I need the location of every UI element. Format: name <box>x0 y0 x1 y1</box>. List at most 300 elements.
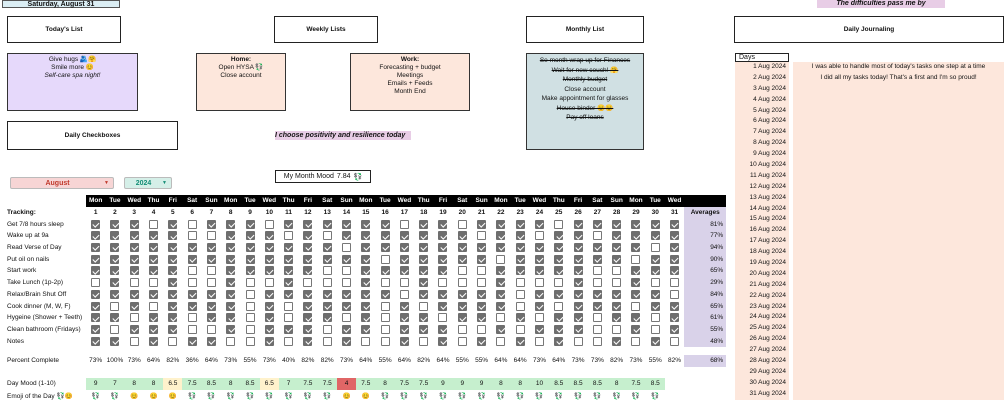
checkbox[interactable] <box>91 266 100 275</box>
checkbox[interactable] <box>438 290 447 299</box>
checkbox[interactable] <box>130 231 139 240</box>
checkbox[interactable] <box>612 243 621 252</box>
checkbox[interactable] <box>631 325 640 334</box>
checkbox[interactable] <box>496 255 505 264</box>
checkbox[interactable] <box>516 302 525 311</box>
checkbox[interactable] <box>130 255 139 264</box>
checkbox[interactable] <box>207 266 216 275</box>
checkbox[interactable] <box>593 266 602 275</box>
checkbox[interactable] <box>438 243 447 252</box>
checkbox[interactable] <box>284 325 293 334</box>
checkbox[interactable] <box>342 325 351 334</box>
checkbox[interactable] <box>516 337 525 346</box>
monthly-item[interactable]: Se month wrap up for Finances <box>539 57 631 64</box>
day-mood-value[interactable]: 8 <box>375 378 394 390</box>
checkbox[interactable] <box>207 231 216 240</box>
checkbox[interactable] <box>631 243 640 252</box>
day-mood-value[interactable]: 7.5 <box>318 378 337 390</box>
checkbox[interactable] <box>168 231 177 240</box>
day-mood-value[interactable] <box>665 378 684 390</box>
emoji-of-day-icon[interactable]: 💱 <box>516 392 525 400</box>
checkbox[interactable] <box>381 337 390 346</box>
checkbox[interactable] <box>670 255 679 264</box>
journal-entry[interactable] <box>793 127 1004 138</box>
checkbox[interactable] <box>303 313 312 322</box>
checkbox[interactable] <box>342 302 351 311</box>
checkbox[interactable] <box>670 302 679 311</box>
weekly-work-item[interactable]: Meetings <box>396 72 424 79</box>
checkbox[interactable] <box>323 313 332 322</box>
checkbox[interactable] <box>284 243 293 252</box>
checkbox[interactable] <box>284 313 293 322</box>
checkbox[interactable] <box>516 266 525 275</box>
checkbox[interactable] <box>207 325 216 334</box>
emoji-of-day-icon[interactable]: 😊 <box>361 392 370 400</box>
checkbox[interactable] <box>323 278 332 287</box>
checkbox[interactable] <box>477 243 486 252</box>
checkbox[interactable] <box>342 266 351 275</box>
checkbox[interactable] <box>303 220 312 229</box>
checkbox[interactable] <box>168 290 177 299</box>
checkbox[interactable] <box>91 290 100 299</box>
day-mood-value[interactable]: 9 <box>453 378 472 390</box>
checkbox[interactable] <box>651 278 660 287</box>
checkbox[interactable] <box>110 302 119 311</box>
month-select[interactable] <box>10 177 114 189</box>
checkbox[interactable] <box>168 325 177 334</box>
checkbox[interactable] <box>419 231 428 240</box>
checkbox[interactable] <box>226 290 235 299</box>
checkbox[interactable] <box>226 325 235 334</box>
checkbox[interactable] <box>574 302 583 311</box>
checkbox[interactable] <box>265 243 274 252</box>
checkbox[interactable] <box>612 231 621 240</box>
checkbox[interactable] <box>554 278 563 287</box>
checkbox[interactable] <box>419 325 428 334</box>
day-mood-value[interactable]: 6.5 <box>163 378 182 390</box>
checkbox[interactable] <box>458 337 467 346</box>
checkbox[interactable] <box>593 243 602 252</box>
monthly-item[interactable]: Wait for new couch! 🤗 <box>551 66 619 74</box>
checkbox[interactable] <box>342 255 351 264</box>
emoji-of-day-icon[interactable]: 💱 <box>323 392 332 400</box>
checkbox[interactable] <box>207 302 216 311</box>
checkbox[interactable] <box>284 290 293 299</box>
checkbox[interactable] <box>535 302 544 311</box>
checkbox[interactable] <box>226 313 235 322</box>
checkbox[interactable] <box>207 337 216 346</box>
emoji-of-day-icon[interactable]: 💱 <box>303 392 312 400</box>
checkbox[interactable] <box>342 290 351 299</box>
checkbox[interactable] <box>400 302 409 311</box>
checkbox[interactable] <box>303 302 312 311</box>
checkbox[interactable] <box>130 220 139 229</box>
checkbox[interactable] <box>361 243 370 252</box>
checkbox[interactable] <box>323 266 332 275</box>
checkbox[interactable] <box>458 255 467 264</box>
checkbox[interactable] <box>168 220 177 229</box>
journal-entry[interactable] <box>793 171 1004 182</box>
checkbox[interactable] <box>342 231 351 240</box>
monthly-item[interactable]: Make appointment for glasses <box>541 95 629 102</box>
checkbox[interactable] <box>477 325 486 334</box>
emoji-of-day-icon[interactable]: 💱 <box>496 392 505 400</box>
checkbox[interactable] <box>651 290 660 299</box>
checkbox[interactable] <box>361 313 370 322</box>
checkbox[interactable] <box>130 325 139 334</box>
checkbox[interactable] <box>342 337 351 346</box>
journal-entry[interactable] <box>793 225 1004 236</box>
checkbox[interactable] <box>323 231 332 240</box>
checkbox[interactable] <box>381 266 390 275</box>
checkbox[interactable] <box>110 220 119 229</box>
checkbox[interactable] <box>574 266 583 275</box>
journal-entry[interactable] <box>793 138 1004 149</box>
checkbox[interactable] <box>477 313 486 322</box>
day-mood-value[interactable]: 8 <box>607 378 626 390</box>
checkbox[interactable] <box>593 290 602 299</box>
journal-entry[interactable] <box>793 236 1004 247</box>
checkbox[interactable] <box>651 231 660 240</box>
checkbox[interactable] <box>631 278 640 287</box>
checkbox[interactable] <box>516 278 525 287</box>
checkbox[interactable] <box>265 220 274 229</box>
checkbox[interactable] <box>400 325 409 334</box>
checkbox[interactable] <box>400 278 409 287</box>
checkbox[interactable] <box>477 255 486 264</box>
checkbox[interactable] <box>574 337 583 346</box>
checkbox[interactable] <box>400 243 409 252</box>
checkbox[interactable] <box>303 290 312 299</box>
checkbox[interactable] <box>91 325 100 334</box>
checkbox[interactable] <box>110 325 119 334</box>
checkbox[interactable] <box>265 278 274 287</box>
day-mood-value[interactable]: 7.5 <box>626 378 645 390</box>
emoji-of-day-icon[interactable]: 💱 <box>535 392 544 400</box>
checkbox[interactable] <box>651 302 660 311</box>
checkbox[interactable] <box>110 231 119 240</box>
checkbox[interactable] <box>477 337 486 346</box>
day-mood-value[interactable]: 7.5 <box>182 378 201 390</box>
weekly-work-item[interactable]: Month End <box>394 88 426 95</box>
checkbox[interactable] <box>438 220 447 229</box>
checkbox[interactable] <box>651 220 660 229</box>
journal-entry[interactable] <box>793 258 1004 269</box>
journal-entry[interactable] <box>793 367 1004 378</box>
checkbox[interactable] <box>188 266 197 275</box>
checkbox[interactable] <box>130 243 139 252</box>
checkbox[interactable] <box>381 302 390 311</box>
day-mood-value[interactable]: 7.5 <box>356 378 375 390</box>
emoji-of-day-icon[interactable]: 💱 <box>265 392 274 400</box>
checkbox[interactable] <box>246 337 255 346</box>
checkbox[interactable] <box>631 266 640 275</box>
checkbox[interactable] <box>496 266 505 275</box>
checkbox[interactable] <box>438 278 447 287</box>
journal-entry[interactable] <box>793 323 1004 334</box>
checkbox[interactable] <box>303 278 312 287</box>
checkbox[interactable] <box>342 278 351 287</box>
checkbox[interactable] <box>168 337 177 346</box>
checkbox[interactable] <box>400 290 409 299</box>
checkbox[interactable] <box>670 313 679 322</box>
checkbox[interactable] <box>593 255 602 264</box>
journal-entry[interactable] <box>793 356 1004 367</box>
checkbox[interactable] <box>554 220 563 229</box>
checkbox[interactable] <box>419 278 428 287</box>
emoji-of-day-icon[interactable]: 😊 <box>149 392 158 400</box>
checkbox[interactable] <box>535 266 544 275</box>
checkbox[interactable] <box>149 278 158 287</box>
day-mood-value[interactable]: 8.5 <box>240 378 259 390</box>
emoji-of-day-icon[interactable]: 💱 <box>438 392 448 400</box>
checkbox[interactable] <box>516 231 525 240</box>
checkbox[interactable] <box>438 325 447 334</box>
checkbox[interactable] <box>593 325 602 334</box>
checkbox[interactable] <box>496 243 505 252</box>
journal-entry[interactable] <box>793 193 1004 204</box>
checkbox[interactable] <box>246 266 255 275</box>
checkbox[interactable] <box>284 231 293 240</box>
checkbox[interactable] <box>207 220 216 229</box>
checkbox[interactable] <box>188 278 197 287</box>
checkbox[interactable] <box>110 266 119 275</box>
checkbox[interactable] <box>381 278 390 287</box>
checkbox[interactable] <box>284 337 293 346</box>
checkbox[interactable] <box>535 313 544 322</box>
checkbox[interactable] <box>670 278 679 287</box>
checkbox[interactable] <box>323 290 332 299</box>
checkbox[interactable] <box>246 243 255 252</box>
checkbox[interactable] <box>226 231 235 240</box>
checkbox[interactable] <box>342 313 351 322</box>
checkbox[interactable] <box>535 278 544 287</box>
day-mood-value[interactable]: 8.5 <box>588 378 607 390</box>
checkbox[interactable] <box>149 313 158 322</box>
checkbox[interactable] <box>207 278 216 287</box>
checkbox[interactable] <box>458 243 467 252</box>
checkbox[interactable] <box>226 243 235 252</box>
checkbox[interactable] <box>612 220 621 229</box>
checkbox[interactable] <box>226 302 235 311</box>
checkbox[interactable] <box>246 325 255 334</box>
checkbox[interactable] <box>110 290 119 299</box>
checkbox[interactable] <box>593 313 602 322</box>
checkbox[interactable] <box>168 278 177 287</box>
checkbox[interactable] <box>381 220 390 229</box>
monthly-item[interactable]: House binder 😊😊 <box>556 104 614 112</box>
journal-entry[interactable]: I did all my tasks today! That's a first and I'm so proud! <box>820 73 977 81</box>
checkbox[interactable] <box>130 302 139 311</box>
checkbox[interactable] <box>419 313 428 322</box>
emoji-of-day-icon[interactable]: 💱 <box>188 392 197 400</box>
journal-entry[interactable] <box>793 389 1004 400</box>
todays-item-1[interactable]: Give hugs 🫂🤗 <box>48 56 97 63</box>
journal-entry[interactable] <box>793 312 1004 323</box>
checkbox[interactable] <box>612 290 621 299</box>
checkbox[interactable] <box>91 255 100 264</box>
checkbox[interactable] <box>535 220 544 229</box>
journal-entry[interactable] <box>793 280 1004 291</box>
checkbox[interactable] <box>323 243 332 252</box>
journal-entry[interactable] <box>793 269 1004 280</box>
checkbox[interactable] <box>438 337 447 346</box>
checkbox[interactable] <box>400 255 409 264</box>
monthly-item[interactable]: Monthly budget <box>562 76 608 83</box>
checkbox[interactable] <box>303 325 312 334</box>
year-select[interactable] <box>124 177 172 189</box>
emoji-of-day-icon[interactable]: 💱 <box>419 392 428 400</box>
emoji-of-day-icon[interactable]: 💱 <box>400 392 409 400</box>
checkbox[interactable] <box>419 220 428 229</box>
journal-entry[interactable] <box>793 247 1004 258</box>
checkbox[interactable] <box>554 313 563 322</box>
checkbox[interactable] <box>361 220 370 229</box>
day-mood-value[interactable]: 8 <box>144 378 163 390</box>
checkbox[interactable] <box>554 290 563 299</box>
checkbox[interactable] <box>226 266 235 275</box>
checkbox[interactable] <box>246 220 255 229</box>
checkbox[interactable] <box>265 231 274 240</box>
checkbox[interactable] <box>91 220 100 229</box>
checkbox[interactable] <box>323 337 332 346</box>
day-mood-value[interactable]: 8.5 <box>549 378 568 390</box>
emoji-of-day-icon[interactable]: 💱 <box>651 392 660 400</box>
checkbox[interactable] <box>670 337 679 346</box>
checkbox[interactable] <box>342 220 351 229</box>
checkbox[interactable] <box>496 290 505 299</box>
checkbox[interactable] <box>496 337 505 346</box>
day-mood-value[interactable]: 9 <box>86 378 105 390</box>
checkbox[interactable] <box>91 302 100 311</box>
day-mood-value[interactable]: 8 <box>491 378 510 390</box>
checkbox[interactable] <box>458 231 467 240</box>
checkbox[interactable] <box>631 313 640 322</box>
checkbox[interactable] <box>265 290 274 299</box>
checkbox[interactable] <box>207 313 216 322</box>
emoji-of-day-icon[interactable]: 💱 <box>381 392 390 400</box>
checkbox[interactable] <box>91 278 100 287</box>
checkbox[interactable] <box>593 337 602 346</box>
checkbox[interactable] <box>149 255 158 264</box>
checkbox[interactable] <box>284 302 293 311</box>
checkbox[interactable] <box>110 243 119 252</box>
checkbox[interactable] <box>91 243 100 252</box>
day-mood-value[interactable]: 4 <box>337 378 356 390</box>
checkbox[interactable] <box>226 255 235 264</box>
checkbox[interactable] <box>110 313 119 322</box>
checkbox[interactable] <box>188 220 197 229</box>
checkbox[interactable] <box>496 325 505 334</box>
checkbox[interactable] <box>130 278 139 287</box>
day-mood-value[interactable]: 9 <box>472 378 491 390</box>
checkbox[interactable] <box>361 325 370 334</box>
checkbox[interactable] <box>381 325 390 334</box>
checkbox[interactable] <box>535 290 544 299</box>
checkbox[interactable] <box>554 337 563 346</box>
checkbox[interactable] <box>303 337 312 346</box>
checkbox[interactable] <box>381 313 390 322</box>
checkbox[interactable] <box>265 266 274 275</box>
checkbox[interactable] <box>535 255 544 264</box>
emoji-of-day-icon[interactable]: 💱 <box>91 392 100 400</box>
checkbox[interactable] <box>631 302 640 311</box>
checkbox[interactable] <box>246 255 255 264</box>
weekly-work-item[interactable]: Emails + Feeds <box>387 80 433 87</box>
day-mood-value[interactable]: 7.5 <box>298 378 317 390</box>
day-mood-value[interactable]: 8 <box>511 378 530 390</box>
emoji-of-day-icon[interactable]: 💱 <box>631 392 640 400</box>
day-mood-value[interactable]: 9 <box>433 378 452 390</box>
checkbox[interactable] <box>670 266 679 275</box>
weekly-home-item[interactable]: Close account <box>220 72 262 79</box>
checkbox[interactable] <box>265 313 274 322</box>
checkbox[interactable] <box>458 220 467 229</box>
checkbox[interactable] <box>207 255 216 264</box>
checkbox[interactable] <box>188 325 197 334</box>
checkbox[interactable] <box>246 302 255 311</box>
checkbox[interactable] <box>419 337 428 346</box>
checkbox[interactable] <box>651 243 660 252</box>
checkbox[interactable] <box>303 255 312 264</box>
journal-entry[interactable]: I was able to handle most of today's tasks one step at a time <box>811 63 986 70</box>
checkbox[interactable] <box>361 290 370 299</box>
checkbox[interactable] <box>477 266 486 275</box>
checkbox[interactable] <box>188 313 197 322</box>
checkbox[interactable] <box>323 255 332 264</box>
emoji-of-day-icon[interactable]: 💱 <box>554 392 563 400</box>
checkbox[interactable] <box>438 313 447 322</box>
checkbox[interactable] <box>631 255 640 264</box>
checkbox[interactable] <box>226 337 235 346</box>
day-mood-value[interactable]: 8 <box>125 378 144 390</box>
checkbox[interactable] <box>574 325 583 334</box>
emoji-of-day-icon[interactable]: 💱 <box>245 392 255 400</box>
checkbox[interactable] <box>130 337 139 346</box>
emoji-of-day-icon[interactable] <box>665 390 684 400</box>
checkbox[interactable] <box>496 278 505 287</box>
checkbox[interactable] <box>516 243 525 252</box>
checkbox[interactable] <box>458 266 467 275</box>
emoji-of-day-icon[interactable]: 💱 <box>284 392 293 400</box>
checkbox[interactable] <box>91 231 100 240</box>
checkbox[interactable] <box>458 278 467 287</box>
emoji-of-day-icon[interactable]: 💱 <box>110 392 119 400</box>
checkbox[interactable] <box>612 278 621 287</box>
emoji-of-day-icon[interactable]: 💱 <box>593 392 602 400</box>
checkbox[interactable] <box>496 302 505 311</box>
checkbox[interactable] <box>265 337 274 346</box>
checkbox[interactable] <box>303 231 312 240</box>
checkbox[interactable] <box>188 290 197 299</box>
checkbox[interactable] <box>381 255 390 264</box>
checkbox[interactable] <box>438 302 447 311</box>
journal-entry[interactable] <box>793 116 1004 127</box>
monthly-item[interactable]: Pay off loans <box>566 114 604 121</box>
checkbox[interactable] <box>284 266 293 275</box>
checkbox[interactable] <box>438 231 447 240</box>
journal-entry[interactable] <box>793 214 1004 225</box>
checkbox[interactable] <box>284 278 293 287</box>
checkbox[interactable] <box>246 290 255 299</box>
checkbox[interactable] <box>496 313 505 322</box>
checkbox[interactable] <box>516 220 525 229</box>
checkbox[interactable] <box>516 290 525 299</box>
journal-entry[interactable] <box>793 378 1004 389</box>
day-mood-value[interactable]: 10 <box>530 378 549 390</box>
checkbox[interactable] <box>419 243 428 252</box>
journal-entry[interactable] <box>793 182 1004 193</box>
